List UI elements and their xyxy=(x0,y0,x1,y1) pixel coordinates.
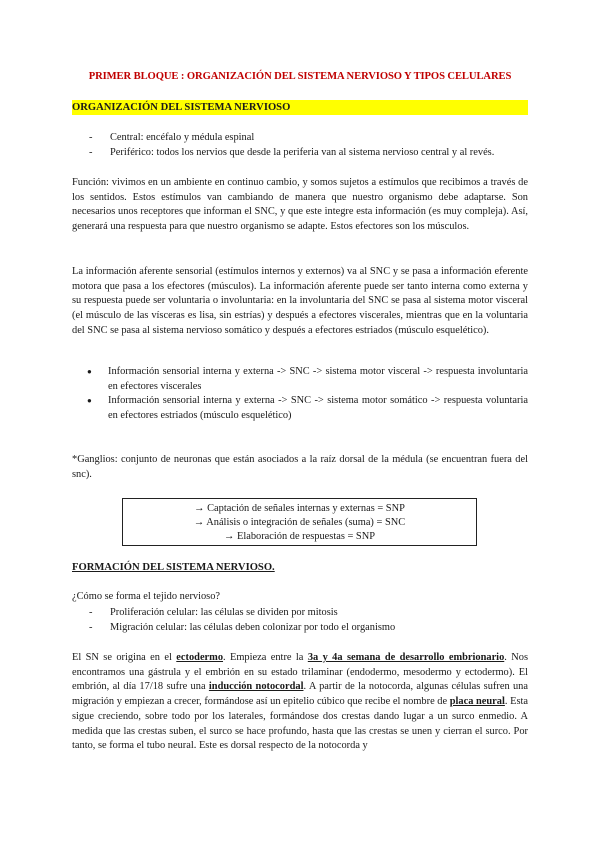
paragraph-origen: El SN se origina en el ectodermo. Empieza entre la 3a y 4a semana de desarrollo embrionario. Nos encontramos una gástrula y el embrión en su estado trilaminar (endodermo, mesodermo y ectodermo). El embrión, al día 17/18 sufre una inducción notocordal. A partir de la notocorda, algunas células sufren una migración y empiezan a crecer, formándose así un epitelio cúbico que recibe el nombre de placa neural. Esta sigue creciendo, sobre todo por los laterales, formándose dos crestas dando lugar a un surco enmedio. A medida que las crestas suben, el surco se hace profundo, hasta que las crestas se unen y cierran el surco. Por tanto, se forma el tubo neural. Este es dorsal respecto de la notocorda y xyxy=(72,652,528,752)
list-item: - Proliferación celular: las células se dividen por mitosis xyxy=(89,605,395,620)
list-item: - Central: encéfalo y médula espinal xyxy=(89,130,494,145)
document-title: PRIMER BLOQUE : ORGANIZACIÓN DEL SISTEMA NERVIOSO Y TIPOS CELULARES xyxy=(88,71,512,82)
summary-box xyxy=(122,498,477,546)
list-item: ● Información sensorial interna y externa -> SNC -> sistema motor somático -> respuesta voluntaria en efectores estriados (músculo esquelético) xyxy=(86,394,528,423)
question-text: ¿Cómo se forma el tejido nervioso? xyxy=(72,591,221,602)
pathway-bullet-list xyxy=(86,365,528,424)
list-item: ● Información sensorial interna y externa -> SNC -> sistema motor visceral -> respuesta involuntaria en efectores viscerales xyxy=(86,365,528,394)
keyword-placa-neural: placa neural xyxy=(449,696,505,708)
nervous-system-parts-list xyxy=(89,130,494,160)
section-heading-formacion: FORMACIÓN DEL SISTEMA NERVIOSO. xyxy=(72,562,275,573)
section-heading-organizacion: ORGANIZACIÓN DEL SISTEMA NERVIOSO xyxy=(72,100,528,115)
keyword-induccion: inducción notocordal xyxy=(208,681,304,693)
paragraph-funcion: Función: vivimos en un ambiente en continuo cambio, y somos sujetos a estímulos que recibimos a través de los sentidos. Estos estímulos van cambiando de manera que nuestro organismo debe adaptarse. Son necesarios unos receptores que informan el SNC, y que este integre esta información (es muy compleja). Así, generará una respuesta para que nuestro organismo se adapte. Estos efectores son los músculos. xyxy=(72,177,528,233)
keyword-ectodermo: ectodermo xyxy=(176,652,224,663)
summary-line: → Captación de señales internas y externas = SNP xyxy=(194,503,405,514)
list-item: - Migración celular: las células deben colonizar por todo el organismo xyxy=(89,620,395,635)
summary-line: → Elaboración de respuestas = SNP xyxy=(223,531,375,542)
paragraph-aferente: La información aferente sensorial (estímulos internos y externos) va al SNC y se pasa a información eferente motora que pasa a los efectores (músculos). La información aferente puede ser tanto interna como externa y su respuesta puede ser voluntaria o involuntaria: en la involuntaria del SNC se pasa al sistema motor visceral (el músculo de las vísceras es lisa, sin estrías) y después a efectores viscerales, mientras que en la voluntaria del SNC se pasa al sistema nervioso somático y después a efectores estriados (músculo esquelético). xyxy=(72,266,528,336)
list-item: - Periférico: todos los nervios que desde la periferia van al sistema nervioso central y al revés. xyxy=(89,145,494,160)
formation-steps-list xyxy=(89,605,395,635)
keyword-semana: 3a y 4a semana de desarrollo embrionario xyxy=(307,652,505,663)
paragraph-ganglios: *Ganglios: conjunto de neuronas que están asociados a la raíz dorsal de la médula (se encuentran fuera del snc). xyxy=(72,454,528,480)
summary-line: → Análisis o integración de señales (suma) = SNC xyxy=(193,517,406,528)
